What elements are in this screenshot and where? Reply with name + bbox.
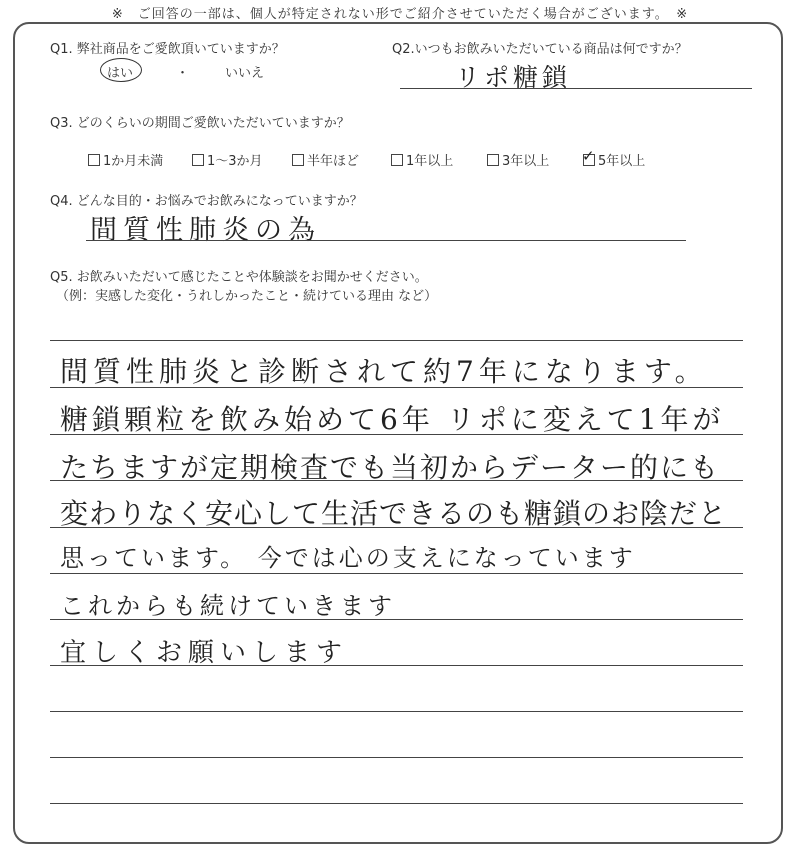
q3-option-6[interactable]: ✓ 5年以上 [582, 147, 646, 169]
q5-answer-line-5: 思っています。 今では心の支えになっています [60, 544, 636, 572]
q5-answer-line-7: 宜しくお願いします [60, 638, 349, 668]
q5-example: （例：実感した変化・うれしかったこと・続けている理由 など） [56, 289, 438, 304]
q3-label: Q3. どのくらいの期間ご愛飲いただいていますか？ [50, 116, 350, 131]
q3-option-3[interactable]: 半年ほど [292, 150, 359, 169]
q3-option-4[interactable]: 1年以上 [391, 150, 453, 169]
q1-option-no[interactable]: いいえ [225, 66, 265, 81]
writing-line [50, 803, 743, 804]
checkbox[interactable] [391, 154, 403, 166]
q5-answer-line-6: これからも続けていきます [60, 592, 396, 620]
checkbox[interactable] [487, 154, 499, 166]
q4-label: Q4. どんな目的・お悩みでお飲みになっていますか？ [50, 194, 363, 209]
checkbox[interactable] [88, 154, 100, 166]
checkbox[interactable] [292, 154, 304, 166]
q3-option-1[interactable]: 1か月未満 [88, 150, 163, 169]
q1-separator: ・ [176, 66, 190, 81]
q5-answer-line-1: 間質性肺炎と診断されて約7年になります。 [60, 355, 708, 388]
checkmark-icon: ✓ [582, 147, 595, 165]
q1-label: Q1. 弊社商品をご愛飲頂いていますか？ [50, 42, 285, 57]
q1-option-yes[interactable]: はい [107, 66, 134, 81]
checkbox-checked[interactable] [582, 147, 595, 166]
q4-answer-line [86, 240, 686, 241]
q5-answer-line-2: 糖鎖顆粒を飲み始めて6年 リポに変えて1年が [60, 403, 725, 436]
q3-option-2[interactable]: 1～3か月 [192, 150, 263, 169]
checkbox[interactable] [192, 154, 204, 166]
q2-answer: リポ糖鎖 [455, 63, 572, 92]
disclaimer-notice: ※ ご回答の一部は、個人が特定されない形でご紹介させていただく場合がございます。 ※ [111, 7, 689, 22]
writing-line [50, 573, 743, 574]
q3-option-5[interactable]: 3年以上 [487, 150, 549, 169]
writing-line [50, 757, 743, 758]
q4-answer: 間質性肺炎の為 [90, 215, 321, 246]
q5-answer-line-3: たちますが定期検査でも当初からデーター的にも [60, 451, 721, 484]
q5-label: Q5. お飲みいただいて感じたことや体験談をお聞かせください。 [50, 270, 428, 285]
q2-answer-line [400, 88, 752, 89]
writing-line [50, 711, 743, 712]
q5-answer-line-4: 変わりなく安心して生活できるのも糖鎖のお陰だと [60, 497, 728, 530]
q2-label: Q2.いつもお飲みいただいている商品は何ですか？ [392, 42, 688, 57]
writing-line [50, 340, 743, 341]
